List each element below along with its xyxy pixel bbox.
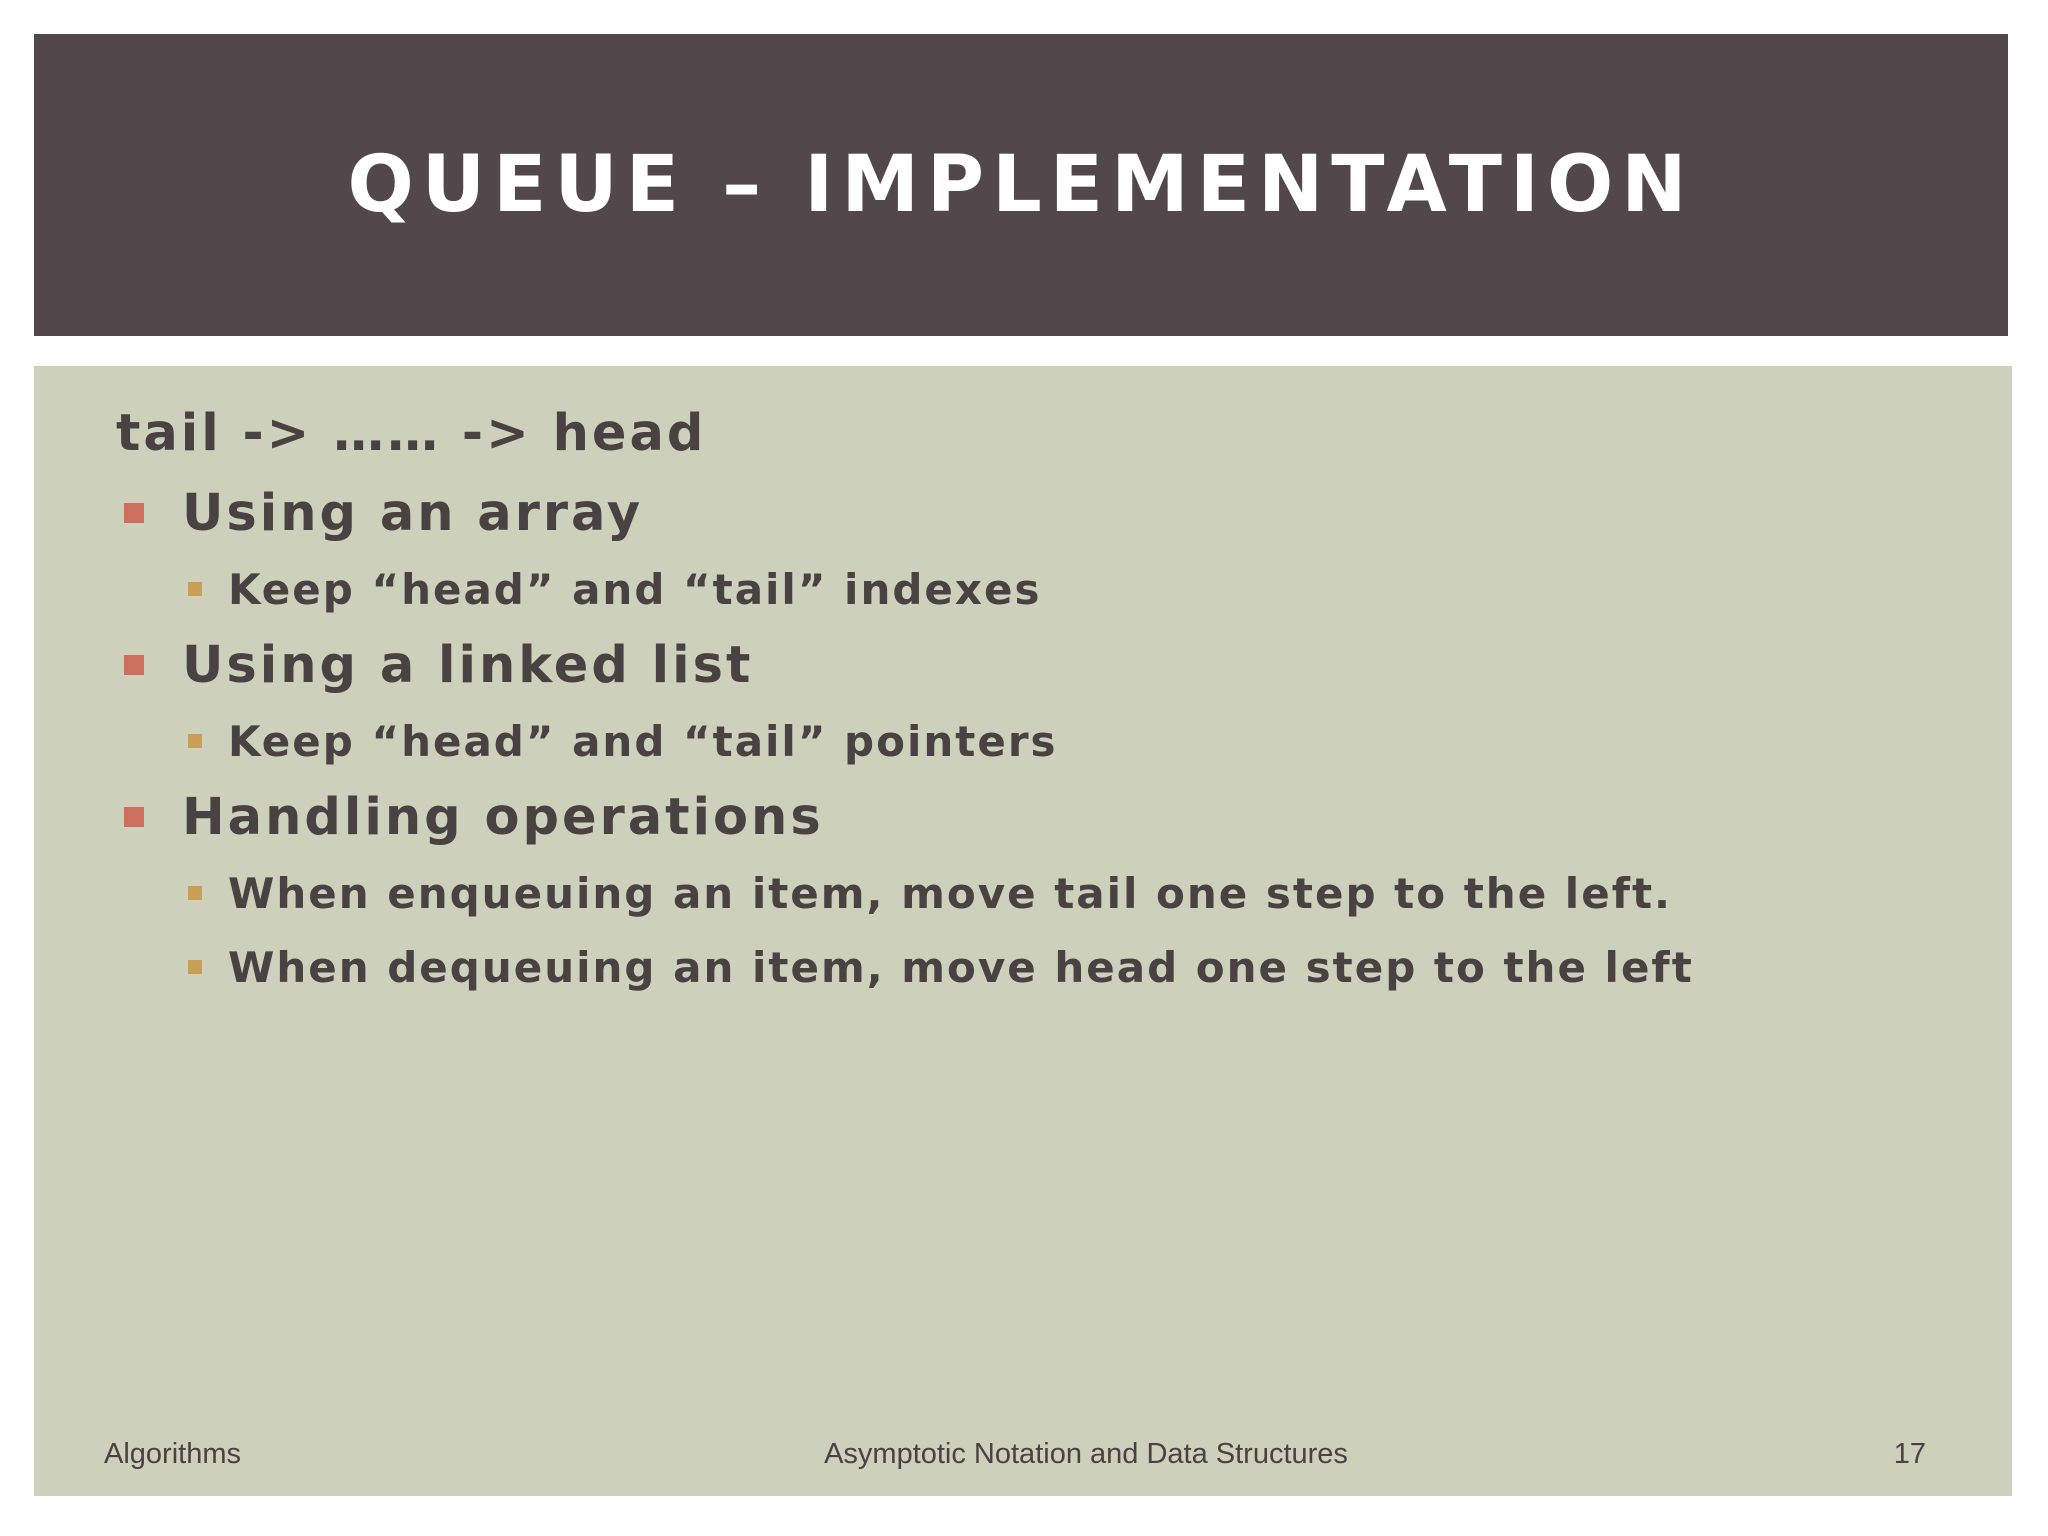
sub-bullet-list: [116, 552, 1694, 626]
bullet-item: [116, 626, 1694, 778]
footer-course-name: Algorithms: [104, 1438, 241, 1470]
square-bullet-icon: [124, 807, 144, 827]
sub-bullet-item: [116, 552, 1694, 626]
bullet-list: [116, 474, 1694, 1004]
small-square-bullet-icon: [188, 582, 202, 596]
sub-bullet-text: Keep “head” and “tail” indexes: [228, 564, 1042, 614]
bullet-text: Using a linked list: [182, 635, 754, 695]
sub-bullet-list: [116, 856, 1694, 1004]
content-panel: [34, 366, 2012, 1496]
small-square-bullet-icon: [188, 960, 202, 974]
footer-lecture-title: Asymptotic Notation and Data Structures: [824, 1438, 1348, 1470]
intro-line: tail -> …… -> head: [116, 404, 707, 463]
bullet-text: Using an array: [182, 483, 644, 543]
slide-title: QUEUE – IMPLEMENTATION: [347, 140, 1695, 230]
sub-bullet-item: [116, 856, 1694, 930]
sub-bullet-item: [116, 930, 1694, 1004]
sub-bullet-text: Keep “head” and “tail” pointers: [228, 716, 1058, 766]
title-band: [34, 34, 2008, 336]
bullet-row: [116, 626, 1694, 704]
small-square-bullet-icon: [188, 734, 202, 748]
square-bullet-icon: [124, 503, 144, 523]
slide-number: 17: [1893, 1438, 1926, 1470]
sub-bullet-list: [116, 704, 1694, 778]
small-square-bullet-icon: [188, 886, 202, 900]
sub-bullet-text: When enqueuing an item, move tail one step to the left.: [228, 868, 1672, 918]
bullet-item: [116, 474, 1694, 626]
bullet-text: Handling operations: [182, 787, 824, 847]
bullet-item: [116, 778, 1694, 1004]
bullet-row: [116, 778, 1694, 856]
bullet-row: [116, 474, 1694, 552]
square-bullet-icon: [124, 655, 144, 675]
sub-bullet-text: When dequeuing an item, move head one step to the left: [228, 942, 1694, 992]
sub-bullet-item: [116, 704, 1694, 778]
